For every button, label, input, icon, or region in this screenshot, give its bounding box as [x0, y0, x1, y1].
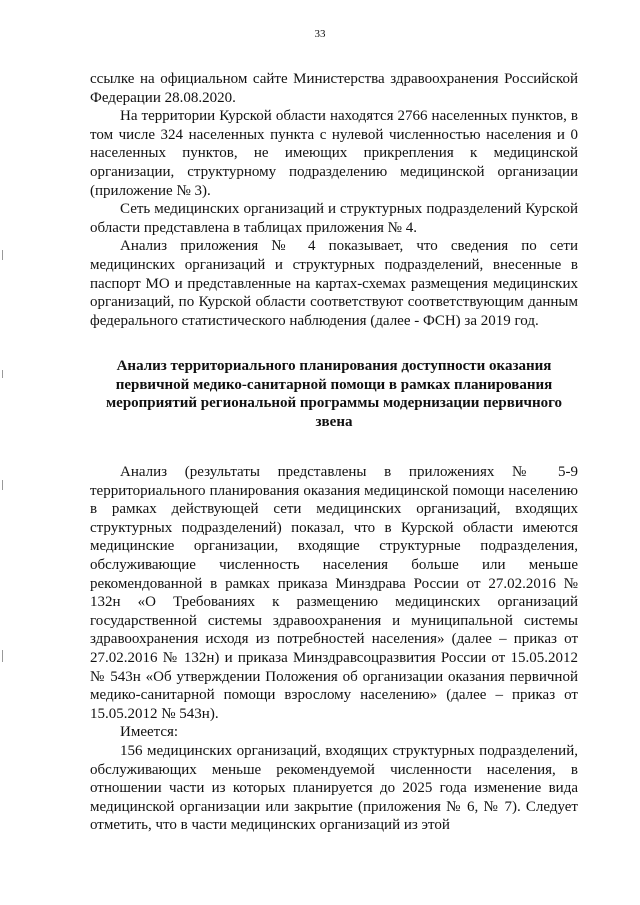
scan-edge-marks: [2, 250, 4, 670]
intro-text-block: [90, 70, 578, 330]
paragraph-analysis-appendix-4: Анализ приложения № 4 показывает, что сведения по сети медицинских организаций и структурных подразделений, внесенные в паспорт МО и представленные на картах-схемах размещения медицинских организаций, по Курской области соответствуют соответствующим данным федерального статистического наблюдения (далее - ФСН) за 2019 год.: [90, 238, 578, 329]
paragraph-network: Сеть медицинских организаций и структурных подразделений Курской области представлена в таблицах приложения № 4.: [90, 201, 578, 236]
section-heading: Анализ территориального планирования доступности оказания первичной медико-санитарной помощи в рамках планирования мероприятий региональной программы модернизации первичного звена: [105, 358, 563, 430]
paragraph-continuation: ссылке на официальном сайте Министерства здравоохранения Российской Федерации 28.08.2020.: [90, 71, 578, 106]
paragraph-analysis-results: Анализ (результаты представлены в приложениях № 5-9 территориального планирования оказания медицинской помощи населению в рамках действующей сети медицинских организаций, входящих структурных подразделений) показал, что в Курской области имеются медицинские организации, входящие структурные подразделения, обслуживающие численность населения больше или меньше рекомендованной в рамках приказа Минздрава России от 27.02.2016 № 132н «О Требованиях к размещению медицинских организаций государственной системы здравоохранения и муниципальной системы здравоохранения исходя из потребностей населения» (далее – приказ от 27.02.2016 № 132н) и приказа Минздравсоцразвития России от 15.05.2012 № 543н «Об утверждении Положения об организации оказания первичной медико-санитарной помощи взрослому населению» (далее – приказ от 15.05.2012 № 543н).: [90, 464, 578, 722]
paragraph-156-organizations: 156 медицинских организаций, входящих структурных подразделений, обслуживающих меньше рекомендуемой численности населения, в отношении части из которых планируется до 2025 года изменение вида медицинской организации или закрытие (приложения № 6, № 7). Следует отметить, что в части медицинских организаций из этой: [90, 742, 578, 834]
analysis-text-block: [90, 463, 578, 835]
page-number: 33: [314, 28, 326, 40]
paragraph-settlements: На территории Курской области находятся 2766 населенных пунктов, в том числе 324 населенных пункта с нулевой численностью населения и 0 населенных пунктов, не имеющих прикрепления к медицинской организации, структурному подразделению медицинской организации (приложение № 3).: [90, 108, 578, 199]
paragraph-available: Имеется:: [120, 724, 179, 741]
